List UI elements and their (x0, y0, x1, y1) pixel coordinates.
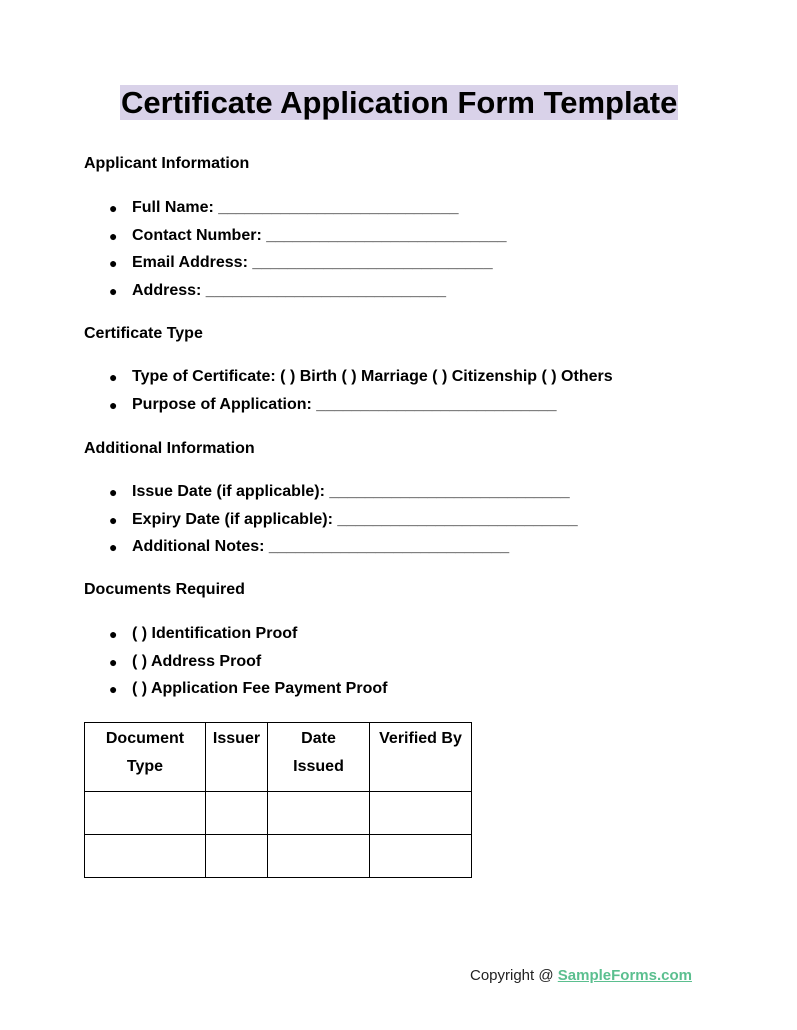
column-header-date-issued: Date Issued (268, 723, 370, 792)
list-item (84, 226, 506, 254)
field-type-of-certificate: Type of Certificate: ( ) Birth ( ) Marriage ( ) Citizenship ( ) Others (132, 368, 613, 385)
bullet-icon: ● (109, 484, 118, 500)
field-expiry-date: Expiry Date (if applicable): ___________________________ (132, 510, 578, 528)
doc-identification-proof: ( ) Identification Proof (132, 625, 298, 642)
section-heading-applicant: Applicant Information (84, 155, 250, 172)
doc-application-fee-proof: ( ) Application Fee Payment Proof (132, 680, 388, 697)
table-row (85, 792, 472, 835)
bullet-icon: ● (109, 511, 118, 528)
table-cell[interactable] (85, 792, 206, 835)
list-item (84, 679, 387, 707)
field-address: Address: ___________________________ (132, 281, 447, 299)
documents-table (84, 722, 472, 878)
copyright-text: Copyright @ (470, 967, 558, 984)
additional-info-list (84, 482, 578, 565)
list-item (84, 253, 506, 281)
table-cell[interactable] (206, 835, 268, 878)
table-cell[interactable] (370, 792, 472, 835)
doc-address-proof: ( ) Address Proof (132, 652, 262, 670)
bullet-icon: ● (109, 626, 118, 642)
field-full-name: Full Name: ___________________________ (132, 199, 459, 216)
list-item (84, 395, 613, 423)
list-item (84, 281, 506, 309)
field-contact-number: Contact Number: ___________________________ (132, 226, 507, 244)
table-cell[interactable] (268, 792, 370, 835)
list-item (84, 198, 506, 226)
certificate-type-list (84, 367, 613, 422)
bullet-icon: ● (109, 681, 118, 697)
table-header-row (85, 723, 472, 792)
bullet-icon: ● (109, 227, 118, 244)
documents-required-list (84, 624, 387, 707)
bullet-icon: ● (109, 396, 118, 413)
bullet-icon: ● (109, 369, 118, 385)
bullet-icon: ● (109, 282, 118, 299)
bullet-icon: ● (109, 200, 118, 216)
field-purpose-of-application: Purpose of Application: ___________________________ (132, 395, 557, 413)
field-additional-notes: Additional Notes: ___________________________ (132, 538, 510, 555)
table-cell[interactable] (85, 835, 206, 878)
section-heading-additional: Additional Information (84, 440, 255, 457)
column-header-verified-by: Verified By (370, 723, 472, 792)
bullet-icon: ● (109, 539, 118, 555)
field-email-address: Email Address: ___________________________ (132, 254, 493, 271)
list-item (84, 624, 387, 652)
list-item (84, 652, 387, 680)
sampleforms-link[interactable]: SampleForms.com (557, 967, 692, 984)
table-cell[interactable] (370, 835, 472, 878)
list-item (84, 510, 578, 538)
column-header-issuer: Issuer (206, 723, 268, 792)
column-header-document-type: Document Type (85, 723, 206, 792)
applicant-field-list (84, 198, 506, 308)
copyright-footer (470, 966, 692, 986)
section-heading-documents: Documents Required (84, 581, 245, 598)
section-heading-certificate-type: Certificate Type (84, 325, 203, 342)
bullet-icon: ● (109, 653, 118, 670)
list-item (84, 482, 578, 510)
page-title: Certificate Application Form Template (121, 85, 678, 120)
list-item (84, 367, 613, 395)
field-issue-date: Issue Date (if applicable): ___________________________ (132, 483, 570, 500)
list-item (84, 537, 578, 565)
table-cell[interactable] (206, 792, 268, 835)
table-row (85, 835, 472, 878)
bullet-icon: ● (109, 255, 118, 271)
table-cell[interactable] (268, 835, 370, 878)
